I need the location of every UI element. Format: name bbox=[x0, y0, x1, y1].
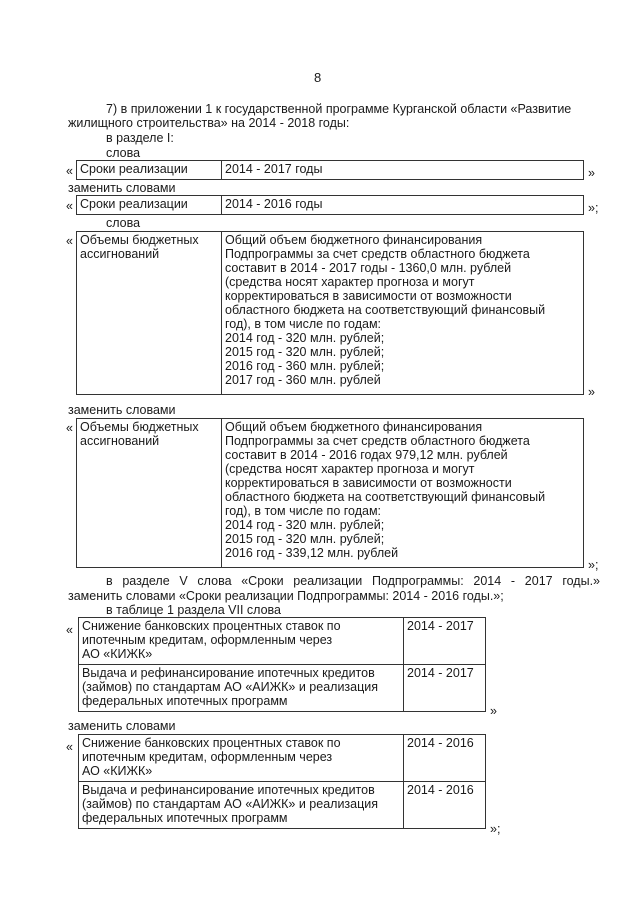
intro-line-2: жилищного строительства» на 2014 - 2018 годы: bbox=[68, 116, 350, 130]
close-quote: » bbox=[588, 385, 595, 399]
open-quote: « bbox=[66, 199, 73, 213]
table-row bbox=[77, 161, 584, 180]
measures-old-table bbox=[78, 617, 486, 712]
section-1-label: в разделе I: bbox=[106, 131, 174, 145]
words-label-1: слова bbox=[106, 146, 141, 160]
terms-old-label: Сроки реализации bbox=[77, 161, 222, 180]
close-quote: » bbox=[588, 166, 595, 180]
budget-new-table bbox=[76, 418, 584, 568]
budget-old-table bbox=[76, 231, 584, 395]
measure-old-1-period: 2014 - 2017 bbox=[404, 618, 486, 665]
measure-old-2-name: Выдача и рефинансирование ипотечных кредитов (займов) по стандартам АО «АИЖК» и реализация федеральных ипотечных программ bbox=[79, 665, 404, 712]
table-row bbox=[79, 735, 486, 782]
open-quote: « bbox=[66, 421, 73, 435]
open-quote: « bbox=[66, 623, 73, 637]
measures-new-table bbox=[78, 734, 486, 829]
budget-new-text: Общий объем бюджетного финансирования Подпрограммы за счет средств областного бюджета составит в 2014 - 2016 годах 979,12 млн. рублей (средства носят характер прогноза и могут корректироваться в зависимости от возможности областного бюджета на соответствующий финансовый год), в том числе по годам: 2014 год - 320 млн. рублей; 2015 год - 320 млн. рублей; 2016 год - 339,12 млн. рублей bbox=[222, 419, 584, 568]
open-quote: « bbox=[66, 740, 73, 754]
terms-new-value: 2014 - 2016 годы bbox=[222, 196, 584, 215]
replace-label-2: заменить словами bbox=[68, 403, 176, 417]
measure-new-1-period: 2014 - 2016 bbox=[404, 735, 486, 782]
table-row bbox=[79, 782, 486, 829]
terms-new-table bbox=[76, 195, 584, 215]
open-quote: « bbox=[66, 234, 73, 248]
budget-old-label: Объемы бюджетных ассигнований bbox=[77, 232, 222, 395]
replace-label-1: заменить словами bbox=[68, 181, 176, 195]
table-row bbox=[79, 618, 486, 665]
page-number: 8 bbox=[314, 70, 322, 85]
replace-label-3: заменить словами bbox=[68, 719, 176, 733]
measure-old-1-name: Снижение банковских процентных ставок по ипотечным кредитам, оформленным через АО «КИЖК» bbox=[79, 618, 404, 665]
measure-new-2-name: Выдача и рефинансирование ипотечных кредитов (займов) по стандартам АО «АИЖК» и реализация федеральных ипотечных программ bbox=[79, 782, 404, 829]
terms-old-table bbox=[76, 160, 584, 180]
intro-line-1: 7) в приложении 1 к государственной программе Курганской области «Развитие bbox=[106, 102, 572, 116]
measure-old-2-period: 2014 - 2017 bbox=[404, 665, 486, 712]
open-quote: « bbox=[66, 164, 73, 178]
section-5-line-2: заменить словами «Сроки реализации Подпрограммы: 2014 - 2016 годы.»; bbox=[68, 589, 504, 603]
close-quote: » bbox=[490, 704, 497, 718]
table-row bbox=[77, 232, 584, 395]
table-row bbox=[77, 196, 584, 215]
section-5-line-1: в разделе V слова «Сроки реализации Подпрограммы: 2014 - 2017 годы.» bbox=[106, 574, 600, 588]
table-row bbox=[77, 419, 584, 568]
budget-new-label: Объемы бюджетных ассигнований bbox=[77, 419, 222, 568]
words-label-2: слова bbox=[106, 216, 141, 230]
measure-new-2-period: 2014 - 2016 bbox=[404, 782, 486, 829]
table-row bbox=[79, 665, 486, 712]
close-quote-semicolon: »; bbox=[490, 822, 501, 836]
close-quote-semicolon: »; bbox=[588, 201, 599, 215]
measure-new-1-name: Снижение банковских процентных ставок по ипотечным кредитам, оформленным через АО «КИЖК» bbox=[79, 735, 404, 782]
table-intro-label: в таблице 1 раздела VII слова bbox=[106, 603, 282, 617]
close-quote-semicolon: »; bbox=[588, 558, 599, 572]
budget-old-text: Общий объем бюджетного финансирования Подпрограммы за счет средств областного бюджета составит в 2014 - 2017 годы - 1360,0 млн. рублей (средства носят характер прогноза и могут корректироваться в зависимости от возможности областного бюджета на соответствующий финансовый год), в том числе по годам: 2014 год - 320 млн. рублей; 2015 год - 320 млн. рублей; 2016 год - 360 млн. рублей; 2017 год - 360 млн. рублей bbox=[222, 232, 584, 395]
terms-old-value: 2014 - 2017 годы bbox=[222, 161, 584, 180]
terms-new-label: Сроки реализации bbox=[77, 196, 222, 215]
